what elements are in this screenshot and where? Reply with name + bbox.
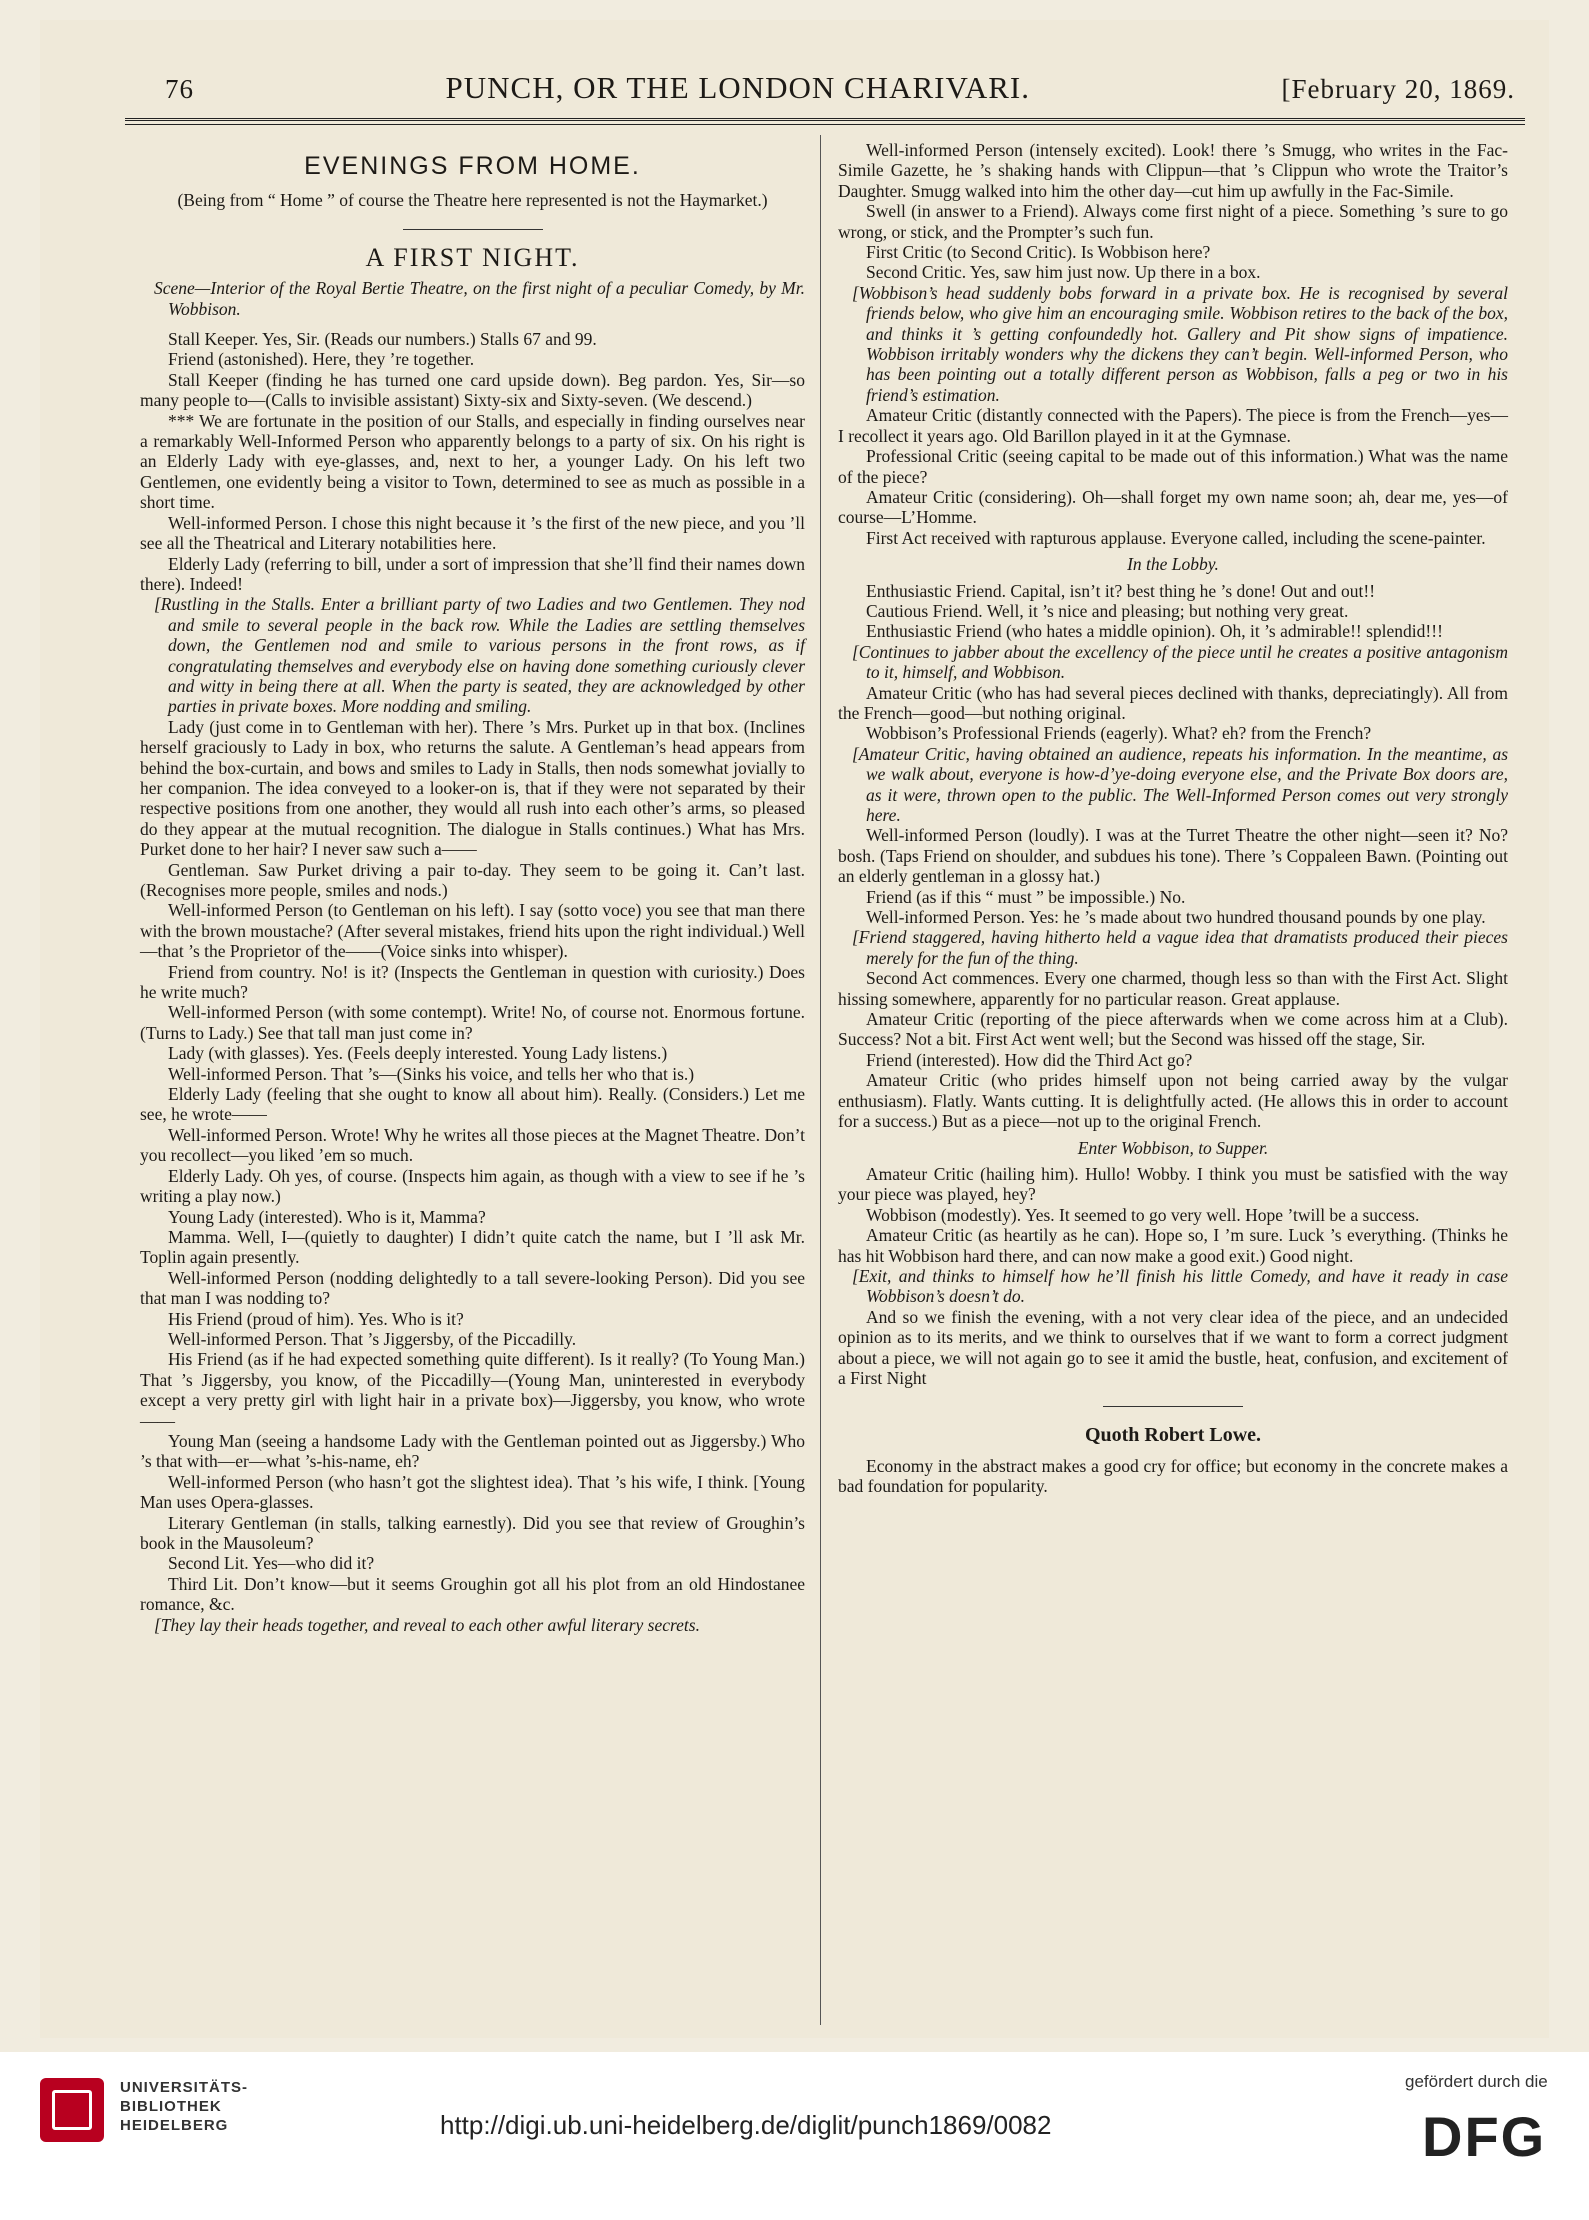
paragraph: Friend (as if this “ must ” be impossible.) No. (866, 886, 1186, 907)
left-paragraphs (140, 329, 805, 1635)
paragraph: Well-informed Person (nodding delightedly to a tall severe-looking Person). Did you see that man I was nodding to? (140, 1267, 805, 1309)
right-column (838, 140, 1508, 1497)
paragraph: Young Man (seeing a handsome Lady with the Gentleman pointed out as Jiggersby.) Who ’s that with—er—what ’s-his-name, eh? (140, 1430, 805, 1472)
paragraph: Amateur Critic (considering). Oh—shall forget my own name soon; ah, dear me, yes—of course—L’Homme. (838, 486, 1508, 528)
paragraph: Well-informed Person (with some contempt). Write! No, of course not. Enormous fortune. (Turns to Lady.) See that tall man just come in? (140, 1002, 805, 1043)
paragraph: Stall Keeper. Yes, Sir. (Reads our numbers.) Stalls 67 and 99. (168, 329, 597, 350)
digitization-footer (0, 2052, 1589, 2220)
paragraph: Well-informed Person. That ’s—(Sinks his voice, and tells her who that is.) (168, 1063, 695, 1084)
funded-by-label: gefördert durch die (1405, 2072, 1548, 2091)
paragraph: Amateur Critic (distantly connected with the Papers). The piece is from the French—yes—I recollect it years ago. Old Barillon played in it at the Gymnase. (838, 405, 1508, 446)
page-number: 76 (165, 74, 194, 104)
section-title: EVENINGS FROM HOME. (304, 152, 641, 180)
university-library-logo-icon (40, 2078, 104, 2142)
paragraph: Young Lady (interested). Who is it, Mamma? (168, 1206, 486, 1227)
paragraph: Wobbison’s Professional Friends (eagerly). What? eh? from the French? (866, 723, 1372, 744)
paragraph: [They lay their heads together, and reveal to each other awful literary secrets. (154, 1614, 700, 1635)
left-column (140, 140, 805, 1635)
paragraph: In the Lobby. (1127, 554, 1219, 575)
paragraph: Amateur Critic (who prides himself upon not being carried away by the vulgar enthusiasm). Flatly. Wants cutting. It is delightfully acted. (He allows this in order to account for a success.) But as a piece—not up to the original French. (838, 1070, 1508, 1132)
dfg-logo: DFG (1422, 2105, 1547, 2168)
paragraph: Friend from country. No! is it? (Inspects the Gentleman in question with curiosity.) Does he write much? (140, 961, 805, 1003)
paragraph: Second Lit. Yes—who did it? (168, 1553, 375, 1574)
paragraph: Second Act commences. Every one charmed, though less so than with the First Act. Slight hissing somewhere, apparently for no particular reason. Great applause. (838, 968, 1508, 1009)
paragraph: Elderly Lady (referring to bill, under a sort of impression that she’ll find their names down there). Indeed! (140, 553, 805, 594)
paragraph: Gentleman. Saw Purket driving a pair to-day. They seem to be going it. Can’t last. (Recognises more people, smiles and nods.) (140, 859, 805, 900)
paragraph: Well-informed Person. I chose this night because it ’s the first of the new piece, and you ’ll see all the Theatrical and Literary notabilities here. (140, 512, 805, 554)
paragraph: Elderly Lady (feeling that she ought to know all about him). Really. (Considers.) Let me see, he wrote—— (140, 1084, 805, 1125)
paragraph: Well-informed Person. Wrote! Why he writes all those pieces at the Magnet Theatre. Don’t you recollect—you liked ’em so much. (140, 1124, 805, 1166)
library-name: UNIVERSITÄTS- BIBLIOTHEK HEIDELBERG (120, 2079, 249, 2134)
right-paragraphs (838, 140, 1508, 1388)
paragraph: Friend (interested). How did the Third Act go? (866, 1049, 1193, 1070)
paragraph: Swell (in answer to a Friend). Always come first night of a piece. Something ’s sure to go wrong, or stick, and the Prompter’s such fun. (838, 201, 1508, 242)
header-rule (125, 118, 1525, 121)
paragraph: [Amateur Critic, having obtained an audience, repeats his information. In the meantime, as we walk about, everyone is how-d’ye-doing everyone else, and the Private Box doors are, as it were, thrown open to the public. The Well-Informed Person comes out very strongly here. (852, 743, 1508, 825)
header-rule-thin (125, 124, 1525, 125)
paragraph: Literary Gentleman (in stalls, talking earnestly). Did you see that review of Groughin’s book in the Mausoleum? (140, 1512, 805, 1553)
paragraph: [Continues to jabber about the excellency of the piece until he creates a positive antagonism to it, himself, and Wobbison. (852, 641, 1508, 683)
paragraph: Lady (just come in to Gentleman with her). There ’s Mrs. Purket up in that box. (Inclines herself graciously to Lady in box, who returns the salute. A Gentleman’s head appears from behind the box-curtain, and bows and smiles to Lady in Stalls, then nods somewhat jovially to her companion. The idea conveyed to a looker-on is, that if they were not separated by their respective positions from one another, they would all rush into each other’s arms, so pleased do they appear at the mutual recognition. The dialogue in Stalls continues.) What has Mrs. Purket done to her hair? I never saw such a—— (140, 716, 805, 860)
paragraph: Lady (with glasses). Yes. (Feels deeply interested. Young Lady listens.) (168, 1043, 668, 1064)
scene-direction: Scene—Interior of the Royal Bertie Theatre, on the first night of a peculiar Comedy, by Mr. Wobbison. (154, 278, 805, 319)
paragraph: His Friend (proud of him). Yes. Who is it? (168, 1308, 464, 1329)
paragraph: Mamma. Well, I—(quietly to daughter) I didn’t quite catch the name, but I ’ll ask Mr. Toplin again presently. (140, 1226, 805, 1268)
section-rule (403, 229, 543, 230)
paragraph: Well-informed Person. That ’s Jiggersby, of the Piccadilly. (168, 1328, 577, 1349)
publication-title: PUNCH, OR THE LONDON CHARIVARI. (445, 70, 1030, 105)
paragraph: [Rustling in the Stalls. Enter a brilliant party of two Ladies and two Gentlemen. They nod and smile to several people in the back row. While the Ladies are settling themselves down, the Gentlemen nod and smile to various persons in the front rows, as if congratulating themselves and everybody else on having done something curiously clever and witty in being there at all. When the party is seated, they are acknowledged by other parties in private boxes. More nodding and smiling. (154, 594, 805, 717)
page-header (165, 70, 1515, 120)
paragraph: Well-informed Person (who hasn’t got the slightest idea). That ’s his wife, I think. [Young Man uses Opera-glasses. (140, 1471, 805, 1513)
paragraph: Professional Critic (seeing capital to be made out of this information.) What was the name of the piece? (838, 446, 1508, 487)
paragraph: Third Lit. Don’t know—but it seems Groughin got all his plot from an old Hindostanee romance, &c. (140, 1573, 805, 1615)
paragraph: [Friend staggered, having hitherto held a vague idea that dramatists produced their pieces merely for the fun of the thing. (852, 927, 1508, 968)
end-rule (1103, 1406, 1243, 1407)
quoth-title: Quoth Robert Lowe. (1084, 1424, 1262, 1447)
paragraph: Well-informed Person. Yes: he ’s made about two hundred thousand pounds by one play. (866, 907, 1486, 928)
permalink-url[interactable]: http://digi.ub.uni-heidelberg.de/diglit/punch1869/0082 (440, 2110, 1052, 2140)
column-divider (820, 135, 821, 2025)
paragraph: Enthusiastic Friend. Capital, isn’t it? best thing he ’s done! Out and out!! (866, 580, 1376, 601)
paragraph: Second Critic. Yes, saw him just now. Up there in a box. (866, 262, 1261, 283)
paragraph: Amateur Critic (reporting of the piece afterwards when we come across him at a Club). Success? Not a bit. First Act went well; but the Second was hissed off the stage, Sir. (838, 1009, 1508, 1050)
paragraph: His Friend (as if he had expected something quite different). Is it really? (To Young Man.) That ’s Jiggersby, you know, of the Piccadilly—(Young Man, uninterested in everybody except a very pretty girl with light hair in a private box)—Jiggersby, you know, who wrote—— (140, 1349, 805, 1431)
section-intro: (Being from “ Home ” of course the Theatre here represented is not the Haymarket.) (177, 190, 768, 211)
paragraph: First Critic (to Second Critic). Is Wobbison here? (866, 242, 1211, 263)
paragraph: Stall Keeper (finding he has turned one card upside down). Beg pardon. Yes, Sir—so many people to—(Calls to invisible assistant) Sixty-six and Sixty-seven. (We descend.) (140, 369, 805, 411)
paragraph: And so we finish the evening, with a not very clear idea of the piece, and an undecided opinion as to its merits, and we think to ourselves that if we want to form a correct judgment about a piece, we will not again go to see it amid the bustle, heat, confusion, and excitement of a First Night (838, 1306, 1508, 1388)
paragraph: Enthusiastic Friend (who hates a middle opinion). Oh, it ’s admirable!! splendid!!! (866, 621, 1443, 642)
paragraph: Cautious Friend. Well, it ’s nice and pleasing; but nothing very great. (866, 600, 1349, 621)
paragraph: Well-informed Person (to Gentleman on his left). I say (sotto voce) you see that man there with the brown moustache? (After several mistakes, friend hits upon the right individual.) Well—that ’s the Proprietor of the——(Voice sinks into whisper). (140, 900, 805, 962)
paragraph: Elderly Lady. Oh yes, of course. (Inspects him again, as though with a view to see if he ’s writing a play now.) (140, 1165, 805, 1207)
paragraph: Amateur Critic (who has had several pieces declined with thanks, depreciatingly). All from the French—good—but nothing original. (838, 682, 1508, 723)
paragraph: Friend (astonished). Here, they ’re together. (168, 349, 475, 370)
paragraph: *** We are fortunate in the position of our Stalls, and especially in finding ourselves near a remarkably Well-Informed Person who apparently belongs to a party of six. On his right is an Elderly Lady with eye-glasses, and, next to her, a younger Lady. On his left two Gentlemen, one evidently being a visitor to Town, determined to see as much as possible in a short time. (140, 410, 805, 513)
paragraph: Amateur Critic (as heartily as he can). Hope so, I ’m sure. Luck ’s everything. (Thinks he has hit Wobbison hard there, and can now make a good exit.) Good night. (838, 1225, 1508, 1266)
paragraph: First Act received with rapturous applause. Everyone called, including the scene-painter. (866, 527, 1486, 548)
issue-date: [February 20, 1869. (1281, 74, 1515, 104)
paragraph: Wobbison (modestly). Yes. It seemed to go very well. Hope ’twill be a success. (866, 1204, 1420, 1225)
paragraph: Enter Wobbison, to Supper. (1077, 1137, 1269, 1158)
paragraph: Well-informed Person (loudly). I was at the Turret Theatre the other night—seen it? No? bosh. (Taps Friend on shoulder, and subdues his tone). There ’s Coppaleen Bawn. (Pointing out an elderly gentleman in a glossy hat.) (838, 825, 1508, 887)
quoth-text: Economy in the abstract makes a good cry for office; but economy in the concrete makes a bad foundation for popularity. (838, 1455, 1508, 1497)
paragraph: [Exit, and thinks to himself how he’ll finish his little Comedy, and have it ready in case Wobbison’s doesn’t do. (852, 1265, 1508, 1307)
article-title: A FIRST NIGHT. (365, 242, 580, 272)
paragraph: Amateur Critic (hailing him). Hullo! Wobby. I think you must be satisfied with the way your piece was played, hey? (838, 1163, 1508, 1205)
paragraph: [Wobbison’s head suddenly bobs forward in a private box. He is recognised by several friends below, who give him an encouraging smile. Wobbison retires to the back of the box, and thinks it ’s getting confoundedly hot. Gallery and Pit show signs of impatience. Wobbison irritably wonders why the dickens they can’t begin. Well-informed Person, who has been pointing out a totally different person as Wobbison, falls a peg or two in his friend’s estimation. (852, 282, 1508, 405)
paragraph: Well-informed Person (intensely excited). Look! there ’s Smugg, who writes in the Fac-Simile Gazette, he ’s shaking hands with Clippun—that ’s Clippun who wrote the Traitor’s Daughter. Smugg walked into him the other day—cut him up awfully in the Fac-Simile. (838, 140, 1508, 201)
